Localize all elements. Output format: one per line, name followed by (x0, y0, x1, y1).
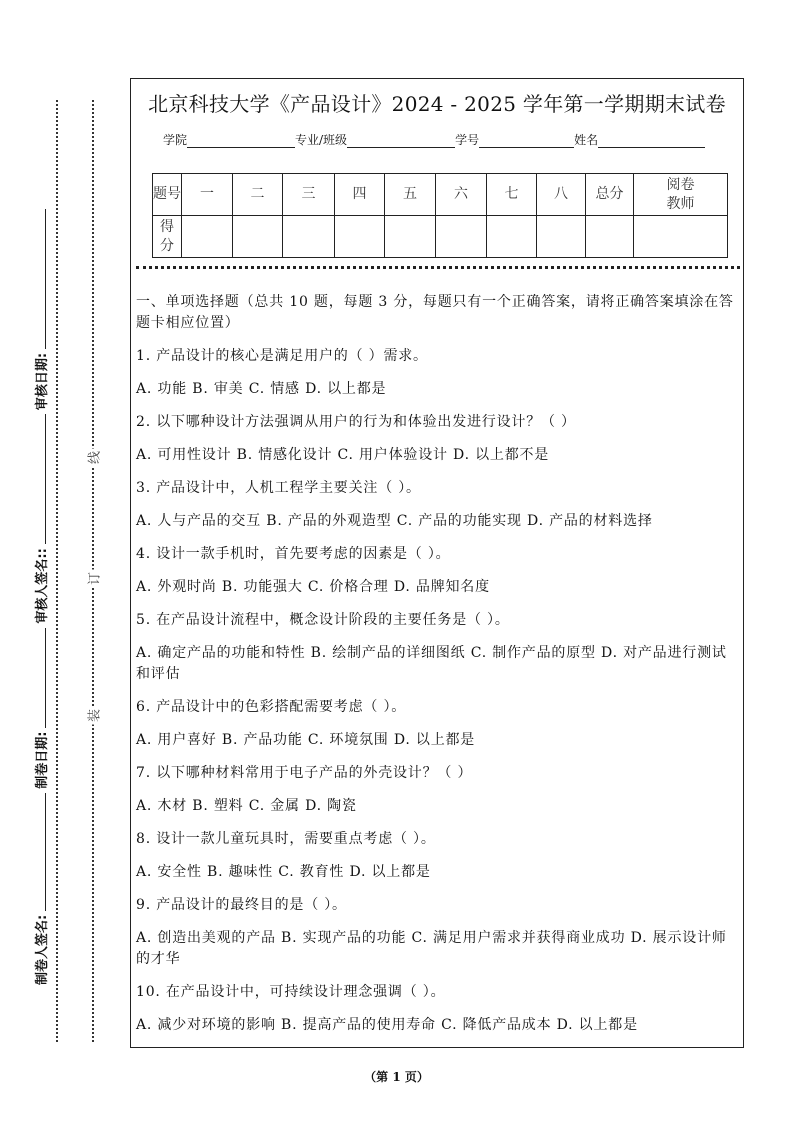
maker-sign-field[interactable] (35, 793, 46, 911)
question-text: 8. 设计一款儿童玩具时，需要重点考虑（ ）。 (136, 831, 436, 847)
question-text: 5. 在产品设计流程中，概念设计阶段的主要任务是（ ）。 (136, 612, 510, 628)
question-options: A. 安全性 B. 趣味性 C. 教育性 D. 以上都是 (136, 864, 431, 880)
student-id-field[interactable] (479, 133, 574, 148)
page-number: （第 1 页） (364, 1070, 429, 1084)
major-label: 专业/班级 (295, 133, 348, 147)
name-label: 姓名 (574, 133, 599, 147)
question-options: A. 外观时尚 B. 功能强大 C. 价格合理 D. 品牌知名度 (136, 579, 490, 595)
score-header-cell: 总分 (586, 174, 634, 216)
binding-mark-bind: 订 (84, 570, 103, 588)
maker-date-field[interactable] (35, 628, 46, 728)
major-field[interactable] (347, 133, 455, 148)
question-options: A. 木材 B. 塑料 C. 金属 D. 陶瓷 (136, 798, 357, 814)
reviewer-sign-field[interactable] (35, 414, 46, 544)
question-text: 9. 产品设计的最终目的是（ ）。 (136, 897, 347, 913)
score-cell[interactable] (233, 216, 283, 258)
score-header-cell: 二 (233, 174, 283, 216)
binding-mark-install: 装 (84, 707, 103, 725)
binding-dotted-line-outer (56, 100, 58, 1042)
side-signature-strip (30, 130, 50, 1000)
question-text: 2. 以下哪种设计方法强调从用户的行为和体验出发进行设计？（ ） (136, 414, 576, 430)
score-table (152, 173, 728, 258)
questions-section (136, 292, 738, 1048)
score-cell[interactable] (487, 216, 537, 258)
dotted-separator (136, 266, 740, 269)
maker-sign-label: 制卷人签名: (34, 914, 50, 985)
question-text: 3. 产品设计中，人机工程学主要关注（ ）。 (136, 480, 421, 496)
exam-title: 北京科技大学《产品设计》2024 - 2025 学年第一学期期末试卷 (148, 92, 726, 116)
question-options: A. 减少对环境的影响 B. 提高产品的使用寿命 C. 降低产品成本 D. 以上都是 (136, 1017, 638, 1033)
score-cell[interactable] (335, 216, 385, 258)
score-cell[interactable] (436, 216, 487, 258)
review-date-field[interactable] (35, 209, 46, 349)
score-cell[interactable] (385, 216, 436, 258)
student-info-row (163, 131, 705, 148)
question-options: A. 功能 B. 审美 C. 情感 D. 以上都是 (136, 381, 387, 397)
score-row-label: 得分 (153, 216, 182, 258)
score-cell[interactable] (283, 216, 335, 258)
reviewer-sign-label: 审核人签名:: (34, 548, 50, 624)
score-cell[interactable] (586, 216, 634, 258)
score-table-score-row (153, 216, 728, 258)
question-options: A. 确定产品的功能和特性 B. 绘制产品的详细图纸 C. 制作产品的原型 D. 对产品进行测试和评估 (136, 645, 727, 682)
question-text: 7. 以下哪种材料常用于电子产品的外壳设计？（ ） (136, 765, 473, 781)
section-heading: 一、单项选择题（总共 10 题，每题 3 分，每题只有一个正确答案，请将正确答案填涂在答题卡相应位置） (136, 294, 734, 331)
question-options: A. 人与产品的交互 B. 产品的外观造型 C. 产品的功能实现 D. 产品的材料选择 (136, 513, 653, 529)
question-text: 1. 产品设计的核心是满足用户的（ ）需求。 (136, 348, 428, 364)
question-text: 6. 产品设计中的色彩搭配需要考虑（ ）。 (136, 699, 407, 715)
college-field[interactable] (187, 133, 295, 148)
score-header-cell: 阅卷教师 (634, 174, 728, 216)
score-header-cell: 五 (385, 174, 436, 216)
question-options: A. 可用性设计 B. 情感化设计 C. 用户体验设计 D. 以上都不是 (136, 447, 550, 463)
score-header-cell: 七 (487, 174, 537, 216)
binding-mark-line: 线 (84, 449, 103, 467)
question-options: A. 创造出美观的产品 B. 实现产品的功能 C. 满足用户需求并获得商业成功 D. 展示设计师的才华 (136, 930, 727, 967)
maker-date-label: 制卷日期: (34, 731, 50, 789)
name-field[interactable] (598, 133, 705, 148)
question-text: 10. 在产品设计中，可持续设计理念强调（ ）。 (136, 984, 446, 1000)
student-id-label: 学号 (455, 133, 480, 147)
score-header-cell: 题号 (153, 174, 182, 216)
question-options: A. 用户喜好 B. 产品功能 C. 环境氛围 D. 以上都是 (136, 732, 476, 748)
score-header-cell: 三 (283, 174, 335, 216)
score-header-cell: 四 (335, 174, 385, 216)
score-cell[interactable] (634, 216, 728, 258)
college-label: 学院 (163, 133, 188, 147)
score-header-cell: 六 (436, 174, 487, 216)
score-header-cell: 一 (182, 174, 233, 216)
score-cell[interactable] (182, 216, 233, 258)
score-header-cell: 八 (537, 174, 586, 216)
question-text: 4. 设计一款手机时，首先要考虑的因素是（ ）。 (136, 546, 451, 562)
score-cell[interactable] (537, 216, 586, 258)
review-date-label: 审核日期: (34, 352, 50, 411)
score-table-header-row (153, 174, 728, 216)
